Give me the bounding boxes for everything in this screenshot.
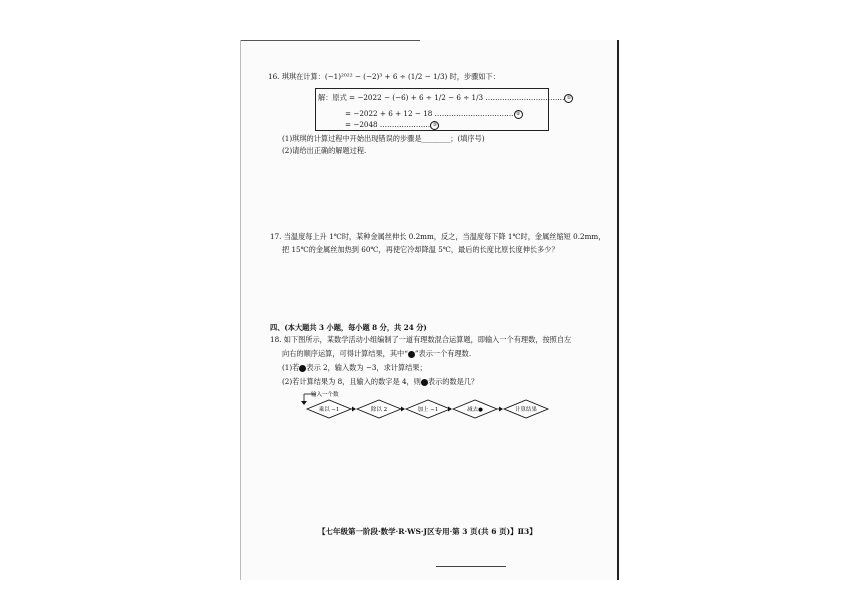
q18-sub1a: (1)若	[282, 363, 300, 372]
flow-step-label: 减去●	[467, 407, 483, 413]
q16-sub2: (2)请给出正确的解题过程.	[282, 146, 367, 155]
q18-line1: 18. 如下图所示，某数学活动小组编制了一道有理数混合运算题，即输入一个有理数，按照自左	[270, 335, 572, 344]
section4-heading: 四、(本大题共 3 小题，每小题 8 分，共 24 分)	[270, 323, 427, 332]
q18-sub2a: (2)若计算结果为 8，且输入的数字是 4，则	[282, 377, 421, 386]
q18-sub2b: 表示的数是几？	[427, 377, 479, 386]
flow-step-label: 计算结果	[514, 407, 538, 413]
step-marker: ①	[564, 94, 573, 103]
flow-step-label: 加上 −1	[417, 407, 439, 413]
q16-step3-text: = −2048 …………………	[345, 120, 431, 129]
flow-step-label: 乘以 −1	[318, 407, 340, 413]
arrow-head-icon	[301, 401, 307, 405]
page-footer: 【七年级第一阶段·数学·R·WS·J区专用·第 3 页(共 6 页)】Ⅱ3】	[318, 527, 537, 536]
q17-line2: 把 15℃的金属丝加热到 60℃，再使它冷却降温 5℃，最后的长度比原长度伸长多少？	[282, 245, 559, 254]
arrow-head-icon	[499, 407, 503, 412]
q16-step2-text: = −2022 + 6 + 12 − 18 ……………………………	[345, 109, 514, 118]
q18-sub1b: 表示 2，输入数为 −3，求计算结果；	[306, 363, 427, 372]
flow-nodes	[307, 400, 548, 418]
q16-step1-text: 解：原式 = −2022 − (−6) + 6 ÷ 1/2 − 6 ÷ 1/3 ……………………………	[318, 93, 565, 102]
arrow-head-icon	[448, 407, 452, 412]
step-marker: ③	[430, 121, 439, 130]
q17-line1: 17. 当温度每上升 1℃时，某种金属丝伸长 0.2mm，反之，当温度每下降 1℃时，金属丝缩短 0.2mm，	[270, 232, 606, 241]
arrow-head-icon	[401, 407, 405, 412]
flow-step-label: 除以 2	[370, 407, 388, 413]
flow-input-label: 输入一个数	[311, 392, 339, 398]
q18-line2a: 向右的顺序运算，可得计算结果，其中“	[282, 349, 408, 358]
step-marker: ②	[514, 110, 523, 119]
q16-sub1: (1)琪琪的计算过程中开始出现错误的步骤是________；(填序号)	[282, 134, 485, 143]
q16-stem: 16. 琪琪在计算：(−1)²⁰²² − (−2)³ + 6 ÷ (1/2 − 1/3) 时，步骤如下：	[268, 72, 500, 81]
arrow-head-icon	[352, 407, 356, 412]
q18-line2b: ”表示一个有理数.	[414, 349, 472, 358]
